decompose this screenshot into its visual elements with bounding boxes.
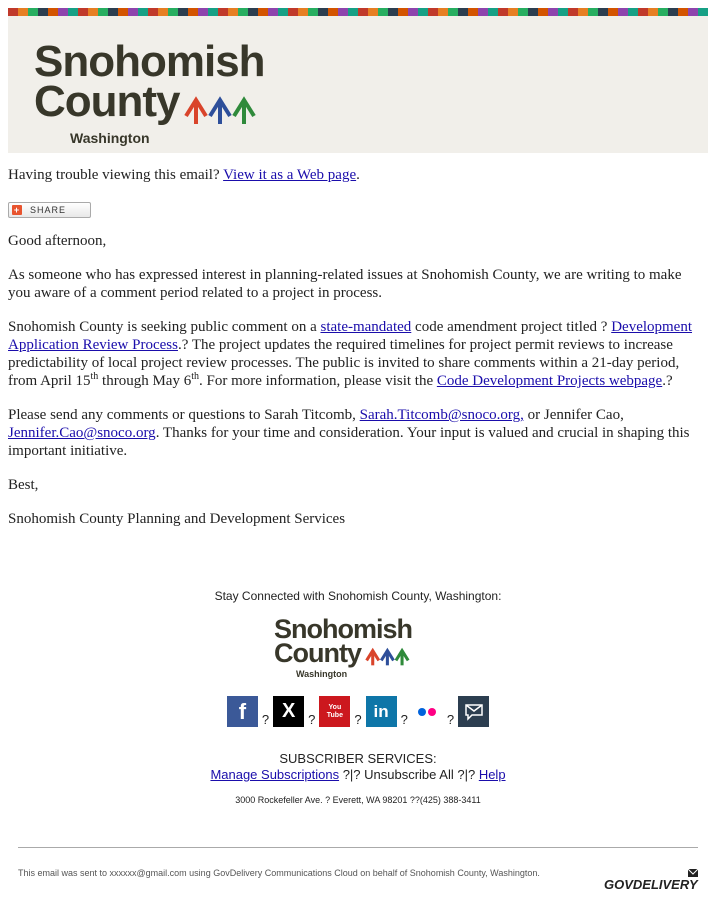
subscriber-services-title: SUBSCRIBER SERVICES: bbox=[279, 751, 437, 767]
speech-bubble-icon bbox=[464, 703, 484, 721]
flickr-icon[interactable] bbox=[412, 696, 443, 727]
trees-icon bbox=[184, 94, 258, 130]
view-online-line bbox=[8, 166, 698, 184]
manage-subscriptions-link[interactable]: Manage Subscriptions bbox=[210, 767, 340, 783]
separator: ? bbox=[261, 712, 270, 728]
facebook-icon[interactable] bbox=[227, 696, 258, 727]
social-links bbox=[8, 696, 708, 727]
greeting: Good afternoon, bbox=[8, 233, 107, 249]
share-button[interactable] bbox=[8, 202, 91, 218]
email-body bbox=[8, 166, 698, 544]
plus-icon: + bbox=[13, 205, 21, 215]
x-icon[interactable] bbox=[273, 696, 304, 727]
youtube-icon[interactable] bbox=[319, 696, 350, 727]
separator: ? bbox=[354, 712, 362, 728]
govdelivery-mark bbox=[602, 866, 702, 896]
sent-notice: This email was sent to xxxxxx@gmail.com using GovDelivery Communications Cloud on behalf of Snohomish County, Washington. bbox=[18, 868, 540, 878]
p2-text-6: .? bbox=[662, 373, 673, 389]
state-mandated-link[interactable]: state-mandated bbox=[320, 319, 412, 335]
footer-logo-line1: Snohomish bbox=[274, 614, 412, 644]
link-separator: ?|? bbox=[339, 767, 365, 783]
linkedin-icon[interactable] bbox=[366, 696, 397, 727]
sarah-email-link[interactable]: Sarah.Titcomb@snoco.org, bbox=[359, 407, 524, 423]
paragraph-1: As someone who has expressed interest in planning-related issues at Snohomish County, we are writing to make you aware of a comment period related to a project in process. bbox=[8, 267, 682, 301]
stay-connected-text: Stay Connected with Snohomish County, Washington: bbox=[214, 589, 502, 603]
intro-text: Having trouble viewing this email? bbox=[8, 167, 224, 183]
trees-icon bbox=[365, 647, 411, 669]
jennifer-email-link[interactable]: Jennifer.Cao@snoco.org bbox=[8, 425, 156, 441]
youtube-glyph: You Tube bbox=[326, 703, 343, 719]
sup-th-2: th bbox=[191, 371, 199, 382]
flickr-dots bbox=[415, 707, 439, 717]
header-stripe bbox=[8, 8, 708, 16]
view-web-page-link[interactable]: View it as a Web page bbox=[223, 167, 357, 183]
paragraph-3 bbox=[8, 406, 698, 460]
closing: Best, bbox=[8, 477, 39, 493]
p2-text-5: . For more information, please visit the bbox=[198, 373, 437, 389]
address: 3000 Rockefeller Ave. ? Everett, WA 98201 ??(425) 388-3411 bbox=[235, 795, 481, 806]
x-glyph: X bbox=[281, 700, 296, 723]
govdelivery-text: GOVDELIVERY bbox=[604, 877, 698, 892]
separator: ? bbox=[400, 712, 408, 728]
footer-logo bbox=[268, 614, 448, 680]
p3-text-2: or Jennifer Cao, bbox=[523, 407, 624, 423]
development-application-review-link[interactable]: Development Application Review Process bbox=[8, 319, 693, 353]
help-link[interactable]: Help bbox=[478, 767, 506, 783]
paragraph-2 bbox=[8, 318, 698, 390]
footer-logo-line2: County bbox=[274, 638, 361, 669]
share-label: SHARE bbox=[30, 205, 67, 215]
separator: ? bbox=[308, 712, 316, 728]
email-footer bbox=[8, 586, 708, 805]
signature: Snohomish County Planning and Development Services bbox=[8, 511, 346, 527]
subscriber-links bbox=[8, 767, 708, 783]
code-development-projects-link[interactable]: Code Development Projects webpage bbox=[436, 373, 663, 389]
footer-divider bbox=[18, 847, 698, 848]
email-header bbox=[8, 16, 708, 153]
snohomish-county-logo bbox=[34, 37, 265, 146]
p2-text-3: .? The project updates the required timelines for project permit reviews to increase predictability of local project review processes. The public is invited to share comments within a 21-day period, from April 15 bbox=[8, 337, 680, 389]
govdelivery-logo[interactable] bbox=[602, 866, 702, 896]
unsubscribe-all-link[interactable]: Unsubscribe All bbox=[364, 767, 454, 783]
sup-th-1: th bbox=[90, 371, 99, 382]
p2-text-1: Snohomish County is seeking public comment on a bbox=[8, 319, 321, 335]
p2-text-2: code amendment project titled ? bbox=[411, 319, 612, 335]
p2-text-4: through May 6 bbox=[98, 373, 192, 389]
facebook-glyph: f bbox=[238, 698, 247, 724]
footer-logo-line3: Washington bbox=[296, 669, 348, 680]
link-separator: ?|? bbox=[453, 767, 479, 783]
logo-line2: County bbox=[34, 76, 180, 126]
subscriber-services bbox=[8, 751, 708, 783]
separator: ? bbox=[446, 712, 455, 728]
intro-suffix: . bbox=[356, 167, 360, 183]
logo-line3: Washington bbox=[70, 129, 150, 146]
email-icon[interactable] bbox=[458, 696, 489, 727]
p3-text-3: . Thanks for your time and consideration. Your input is valued and crucial in shaping this important initiative. bbox=[8, 425, 690, 459]
linkedin-glyph: in bbox=[373, 701, 389, 721]
p3-text-1: Please send any comments or questions to Sarah Titcomb, bbox=[8, 407, 360, 423]
logo-line1: Snohomish bbox=[34, 37, 265, 86]
